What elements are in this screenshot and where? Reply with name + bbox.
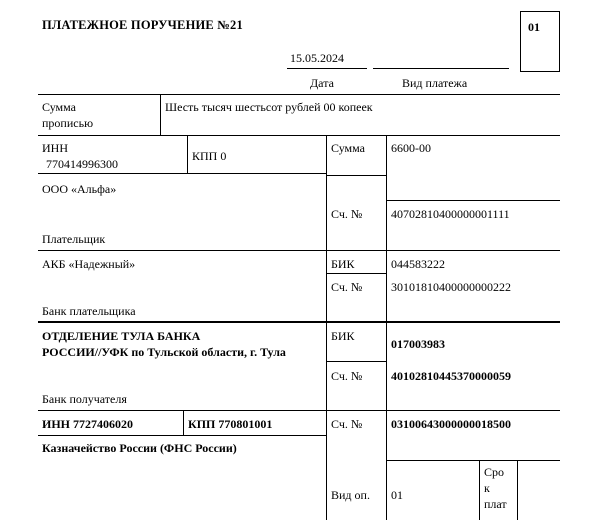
payer-account-label: Сч. № bbox=[331, 207, 363, 221]
payer-inn-kpp-divider bbox=[187, 135, 188, 173]
payer-kpp-value: 0 bbox=[220, 149, 227, 163]
payee-kpp bbox=[188, 417, 272, 431]
amount-value-bottom bbox=[386, 200, 560, 201]
amount-words-bottom-border bbox=[38, 135, 560, 136]
amount-value: 6600-00 bbox=[391, 141, 431, 155]
op-type-term-divider bbox=[479, 460, 480, 520]
payer-inn-label: ИНН bbox=[42, 141, 68, 155]
payee-inn-value: 7727406020 bbox=[73, 417, 134, 431]
payer-name: ООО «Альфа» bbox=[42, 182, 117, 196]
payer-bank-account-value: 30101810400000000222 bbox=[391, 280, 511, 294]
op-type-value: 01 bbox=[391, 488, 403, 502]
payee-bank-account-label: Сч. № bbox=[331, 369, 363, 383]
amount-words-label-1: Сумма bbox=[42, 100, 76, 114]
payee-inn-row-bottom bbox=[38, 435, 326, 436]
payer-inn-row-bottom bbox=[38, 173, 326, 174]
term-label-1: Сро bbox=[484, 465, 505, 479]
payer-bank-bottom-border bbox=[38, 321, 560, 323]
amount-label: Сумма bbox=[331, 141, 365, 155]
amount-words-label-2: прописью bbox=[42, 116, 94, 130]
payee-account-label: Сч. № bbox=[331, 417, 363, 431]
payee-inn-kpp-divider bbox=[183, 410, 184, 435]
payer-inn-value: 770414996300 bbox=[46, 157, 118, 171]
amount-words-divider bbox=[160, 94, 161, 135]
payee-account-value: 03100643000000018500 bbox=[391, 417, 511, 431]
payment-type-label: Вид платежа bbox=[402, 76, 468, 90]
payee-name: Казначейство России (ФНС России) bbox=[42, 441, 237, 455]
main-vertical-divider bbox=[326, 135, 327, 520]
payee-inn-label: ИНН bbox=[42, 417, 71, 431]
payee-bank-bik-bottom bbox=[326, 361, 386, 362]
date-value: 15.05.2024 bbox=[290, 51, 344, 65]
payer-bank-bik-label: БИК bbox=[331, 257, 355, 271]
term-right-divider bbox=[517, 460, 518, 520]
amount-words-value: Шесть тысяч шестьсот рублей 00 копеек bbox=[165, 100, 373, 114]
form-code: 01 bbox=[528, 20, 540, 34]
amount-cell-bottom bbox=[326, 175, 386, 176]
payer-bank-account-label: Сч. № bbox=[331, 280, 363, 294]
payee-bank-bik-value: 017003983 bbox=[391, 337, 445, 351]
payer-account-value: 40702810400000001111 bbox=[391, 207, 510, 221]
op-type-label: Вид оп. bbox=[331, 488, 370, 502]
payer-bank-bik-value: 044583222 bbox=[391, 257, 445, 271]
payer-bank-name: АКБ «Надежный» bbox=[42, 257, 136, 271]
payee-kpp-value: 770801001 bbox=[218, 417, 273, 431]
payee-account-bottom bbox=[386, 460, 560, 461]
payment-type-underline bbox=[373, 68, 509, 69]
payee-bank-bik-label: БИК bbox=[331, 329, 355, 343]
payer-section-label: Плательщик bbox=[42, 232, 106, 246]
form-code-box bbox=[520, 11, 560, 72]
payer-bottom-border bbox=[38, 250, 560, 251]
date-label: Дата bbox=[310, 76, 334, 90]
term-label-2: к bbox=[484, 481, 490, 495]
payee-bank-name-2: РОССИИ//УФК по Тульской области, г. Тула bbox=[42, 345, 286, 359]
payee-bank-section-label: Банк получателя bbox=[42, 392, 127, 406]
payee-inn bbox=[42, 417, 133, 431]
term-label-3: плат bbox=[484, 497, 507, 511]
payee-bank-account-value: 40102810445370000059 bbox=[391, 369, 511, 383]
table-top-border bbox=[38, 94, 560, 95]
payee-kpp-label: КПП bbox=[188, 417, 216, 431]
payee-bank-name-1: ОТДЕЛЕНИЕ ТУЛА БАНКА bbox=[42, 329, 201, 343]
date-underline bbox=[287, 68, 367, 69]
document-title: ПЛАТЕЖНОЕ ПОРУЧЕНИЕ №21 bbox=[42, 18, 243, 32]
payer-bank-bik-bottom bbox=[326, 273, 386, 274]
payer-kpp-label: КПП bbox=[192, 149, 218, 163]
payer-bank-section-label: Банк плательщика bbox=[42, 304, 136, 318]
payer-kpp bbox=[192, 149, 226, 163]
payee-bank-bottom-border bbox=[38, 410, 560, 411]
second-vertical-divider bbox=[386, 135, 387, 520]
